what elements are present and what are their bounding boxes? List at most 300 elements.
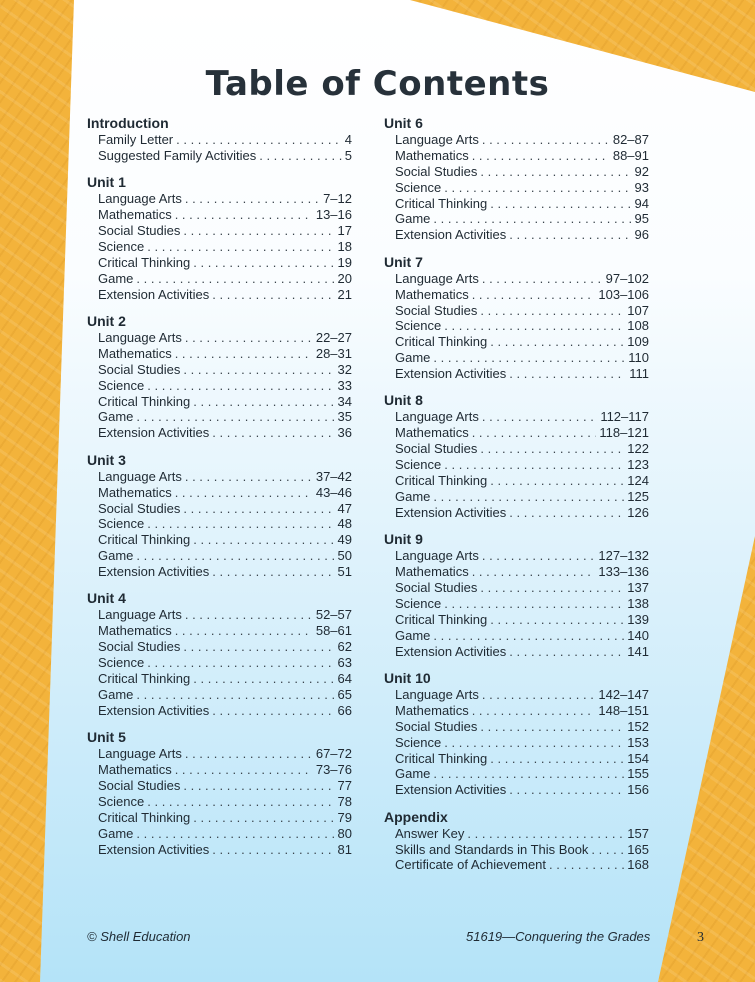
entry-page-number: 65 (337, 686, 352, 702)
entry-page-number: 36 (337, 425, 352, 441)
dot-leader (147, 378, 334, 394)
dot-leader (467, 826, 624, 842)
entry-label: Extension Activities (98, 841, 210, 857)
toc-entry (395, 196, 649, 212)
entry-label: Language Arts (395, 686, 479, 702)
entry-page-number: 93 (634, 179, 649, 195)
dot-leader (482, 132, 610, 148)
toc-entry (395, 580, 649, 596)
entry-label: Science (98, 377, 145, 393)
toc-entry (395, 687, 649, 703)
entry-page-number: 77 (337, 778, 352, 793)
dot-leader (480, 303, 624, 319)
section-heading: Unit 8 (384, 392, 423, 409)
entry-page-number: 32 (337, 361, 352, 377)
dot-leader (549, 857, 624, 873)
dot-leader (212, 703, 334, 719)
dot-leader (175, 762, 313, 778)
entry-label: Social Studies (98, 361, 181, 377)
entry-label: Mathematics (98, 623, 172, 639)
entry-page-number: 142–147 (598, 686, 649, 702)
entry-label: Extension Activities (98, 286, 210, 302)
toc-entry (395, 318, 649, 334)
entry-page-number: 123 (627, 457, 649, 473)
entry-page-number: 154 (627, 750, 649, 766)
entry-page-number: 96 (634, 227, 649, 243)
toc-entry (395, 350, 649, 366)
entry-page-number: 118–121 (599, 425, 649, 441)
entry-page-number: 49 (337, 532, 352, 548)
dot-leader (183, 501, 334, 517)
entry-page-number: 126 (627, 504, 649, 520)
toc-entry (98, 703, 352, 719)
entry-page-number: 107 (627, 302, 649, 318)
toc-section (87, 313, 352, 441)
entry-label: Game (98, 409, 134, 425)
entry-label: Critical Thinking (98, 532, 191, 548)
dot-leader (433, 628, 624, 644)
toc-entry (98, 239, 352, 255)
toc-entry (98, 655, 352, 671)
entry-label: Answer Key (395, 825, 465, 841)
dot-leader (175, 485, 313, 501)
entry-label: Critical Thinking (395, 473, 488, 489)
book-title-footer: 51619—Conquering the Grades (466, 929, 651, 944)
entry-label: Game (98, 686, 134, 702)
dot-leader (480, 164, 631, 180)
section-heading: Unit 5 (87, 729, 126, 746)
toc-entry (98, 548, 352, 564)
dot-leader (193, 394, 334, 410)
toc-entry (395, 842, 649, 858)
toc-entry (395, 148, 649, 164)
toc-entry (98, 378, 352, 394)
toc-entry (395, 425, 649, 441)
toc-entry (395, 287, 649, 303)
toc-left-column (87, 115, 352, 868)
entry-label: Skills and Standards in This Book (395, 841, 589, 857)
entry-page-number: 67–72 (315, 746, 352, 762)
toc-entry (395, 164, 649, 180)
entry-label: Game (395, 488, 431, 504)
entry-label: Social Studies (395, 441, 478, 457)
entry-page-number: 28–31 (315, 345, 352, 361)
dot-leader (433, 489, 624, 505)
entry-page-number: 122 (627, 441, 649, 457)
entry-label: Social Studies (98, 639, 181, 655)
entry-label: Social Studies (395, 302, 478, 318)
toc-entry (98, 564, 352, 580)
entry-label: Extension Activities (395, 227, 507, 243)
toc-entry (395, 628, 649, 644)
entry-page-number: 165 (627, 841, 649, 857)
entry-page-number: 13–16 (315, 207, 352, 223)
entry-page-number: 108 (627, 318, 649, 334)
entry-page-number: 139 (627, 611, 649, 627)
dot-leader (147, 794, 334, 810)
entry-page-number: 33 (337, 377, 352, 393)
entry-page-number: 125 (627, 488, 649, 504)
dot-leader (509, 227, 631, 243)
entry-label: Extension Activities (98, 702, 210, 718)
dot-leader (490, 334, 624, 350)
entry-label: Suggested Family Activities (98, 147, 257, 163)
entry-label: Mathematics (98, 762, 172, 778)
dot-leader (444, 457, 624, 473)
entry-label: Language Arts (98, 330, 182, 346)
toc-entry (395, 612, 649, 628)
entry-page-number: 111 (629, 366, 649, 382)
dot-leader (147, 655, 334, 671)
entry-page-number: 94 (634, 195, 649, 211)
entry-label: Mathematics (98, 207, 172, 223)
dot-leader (433, 211, 631, 227)
dot-leader (490, 612, 624, 628)
toc-entry (395, 564, 649, 580)
entry-label: Social Studies (98, 500, 181, 516)
dot-leader (183, 639, 334, 655)
entry-label: Mathematics (98, 345, 172, 361)
entry-label: Language Arts (98, 746, 182, 762)
entry-label: Science (98, 238, 145, 254)
dot-leader (444, 596, 624, 612)
toc-right-column (384, 115, 649, 884)
dot-leader (185, 469, 313, 485)
toc-entry (395, 227, 649, 243)
entry-label: Science (395, 734, 442, 750)
entry-page-number: 63 (337, 655, 352, 671)
entry-page-number: 78 (337, 793, 352, 809)
toc-entry (98, 607, 352, 623)
toc-section (384, 115, 649, 243)
dot-leader (175, 623, 313, 639)
dot-leader (136, 826, 334, 842)
entry-label: Language Arts (98, 607, 182, 623)
dot-leader (183, 223, 334, 239)
entry-page-number: 148–151 (598, 702, 649, 718)
dot-leader (147, 516, 334, 532)
section-heading: Unit 1 (87, 174, 126, 191)
entry-page-number: 19 (337, 254, 352, 270)
entry-page-number: 5 (344, 147, 352, 163)
toc-entry (395, 334, 649, 350)
section-heading: Unit 9 (384, 531, 423, 548)
dot-leader (472, 425, 597, 441)
entry-page-number: 88–91 (612, 147, 649, 163)
toc-entry (395, 180, 649, 196)
toc-entry (395, 473, 649, 489)
entry-label: Extension Activities (395, 504, 507, 520)
entry-label: Game (395, 211, 431, 227)
entry-label: Science (395, 595, 442, 611)
dot-leader (193, 532, 334, 548)
section-heading: Introduction (87, 115, 169, 131)
section-heading: Unit 10 (384, 669, 431, 686)
entry-label: Mathematics (395, 702, 469, 718)
entry-label: Science (395, 457, 442, 473)
entry-page-number: 81 (337, 841, 352, 857)
toc-entry (98, 330, 352, 346)
entry-page-number: 97–102 (605, 270, 649, 286)
toc-section (87, 590, 352, 718)
entry-label: Science (98, 655, 145, 671)
entry-page-number: 92 (634, 163, 649, 179)
entry-label: Critical Thinking (395, 750, 488, 766)
dot-leader (136, 409, 334, 425)
entry-label: Science (98, 793, 145, 809)
entry-label: Extension Activities (395, 366, 507, 382)
entry-label: Mathematics (395, 286, 469, 302)
page-number: 3 (697, 930, 704, 945)
entry-page-number: 66 (337, 702, 352, 718)
toc-entry (395, 409, 649, 425)
entry-label: Extension Activities (98, 425, 210, 441)
entry-label: Game (395, 766, 431, 782)
dot-leader (212, 842, 334, 858)
entry-label: Critical Thinking (98, 809, 191, 825)
entry-page-number: 51 (337, 564, 352, 580)
section-heading: Unit 6 (384, 115, 423, 131)
entry-page-number: 17 (337, 223, 352, 239)
toc-entry (98, 148, 352, 164)
entry-page-number: 110 (628, 350, 649, 366)
entry-label: Mathematics (98, 484, 172, 500)
entry-page-number: 138 (627, 595, 649, 611)
entry-page-number: 133–136 (598, 564, 649, 580)
entry-label: Mathematics (395, 147, 469, 163)
entry-label: Game (395, 627, 431, 643)
entry-label: Language Arts (395, 409, 479, 425)
toc-entry (395, 303, 649, 319)
toc-entry (395, 719, 649, 735)
entry-label: Mathematics (395, 425, 469, 441)
dot-leader (136, 271, 334, 287)
entry-page-number: 141 (627, 643, 649, 659)
entry-page-number: 168 (627, 857, 649, 873)
section-heading: Unit 3 (87, 451, 126, 468)
section-heading: Unit 7 (384, 253, 423, 270)
dot-leader (444, 180, 631, 196)
entry-page-number: 80 (337, 825, 352, 841)
toc-entry (98, 746, 352, 762)
dot-leader (175, 346, 313, 362)
dot-leader (480, 441, 624, 457)
entry-page-number: 35 (337, 409, 352, 425)
dot-leader (136, 687, 334, 703)
toc-entry (98, 810, 352, 826)
dot-leader (183, 778, 334, 794)
dot-leader (193, 255, 334, 271)
toc-entry (98, 671, 352, 687)
entry-label: Extension Activities (395, 782, 507, 798)
entry-label: Game (98, 825, 134, 841)
entry-page-number: 127–132 (598, 548, 649, 564)
dot-leader (482, 271, 603, 287)
entry-page-number: 62 (337, 639, 352, 655)
toc-entry (98, 501, 352, 517)
toc-entry (395, 505, 649, 521)
toc-entry (98, 207, 352, 223)
dot-leader (212, 425, 334, 441)
dot-leader (482, 548, 596, 564)
entry-label: Critical Thinking (98, 254, 191, 270)
toc-entry (98, 132, 352, 148)
entry-label: Science (395, 318, 442, 334)
entry-label: Language Arts (98, 191, 182, 207)
dot-leader (480, 580, 624, 596)
toc-entry (395, 457, 649, 473)
dot-leader (212, 287, 334, 303)
entry-page-number: 64 (337, 671, 352, 687)
entry-page-number: 152 (627, 718, 649, 734)
section-heading: Appendix (384, 808, 448, 825)
entry-page-number: 34 (337, 393, 352, 409)
toc-entry (98, 623, 352, 639)
entry-page-number: 140 (627, 627, 649, 643)
entry-page-number: 4 (344, 132, 352, 147)
dot-leader (482, 687, 596, 703)
toc-entry (395, 766, 649, 782)
dot-leader (444, 318, 624, 334)
dot-leader (591, 842, 624, 858)
dot-leader (193, 810, 334, 826)
toc-entry (395, 857, 649, 873)
dot-leader (185, 607, 313, 623)
toc-entry (98, 409, 352, 425)
entry-page-number: 43–46 (315, 484, 352, 500)
entry-page-number: 50 (337, 548, 352, 564)
toc-entry (98, 223, 352, 239)
entry-page-number: 48 (337, 516, 352, 532)
entry-page-number: 112–117 (600, 409, 649, 425)
entry-page-number: 103–106 (598, 286, 649, 302)
toc-entry (98, 532, 352, 548)
entry-label: Critical Thinking (395, 334, 488, 350)
entry-label: Family Letter (98, 132, 174, 147)
copyright-footer: © Shell Education (87, 929, 191, 944)
toc-section (87, 452, 352, 580)
entry-label: Language Arts (98, 468, 182, 484)
entry-page-number: 20 (337, 270, 352, 286)
dot-leader (183, 362, 334, 378)
entry-page-number: 157 (627, 825, 649, 841)
toc-entry (98, 826, 352, 842)
toc-entry (98, 362, 352, 378)
dot-leader (259, 148, 342, 164)
entry-label: Extension Activities (395, 643, 507, 659)
entry-label: Social Studies (98, 778, 181, 793)
toc-entry (98, 255, 352, 271)
entry-page-number: 58–61 (315, 623, 352, 639)
section-heading: Unit 4 (87, 590, 126, 607)
entry-label: Critical Thinking (395, 195, 488, 211)
entry-label: Game (98, 548, 134, 564)
entry-label: Social Studies (98, 223, 181, 239)
toc-entry (98, 794, 352, 810)
entry-page-number: 153 (627, 734, 649, 750)
dot-leader (176, 132, 342, 148)
toc-section (384, 392, 649, 520)
page-title: Table of Contents (205, 64, 550, 104)
entry-label: Social Studies (395, 718, 478, 734)
toc-entry (98, 485, 352, 501)
entry-label: Critical Thinking (98, 393, 191, 409)
dot-leader (175, 207, 313, 223)
entry-page-number: 156 (627, 782, 649, 798)
entry-label: Certificate of Achievement (395, 857, 547, 873)
entry-page-number: 137 (627, 579, 649, 595)
dot-leader (472, 703, 596, 719)
toc-entry (395, 826, 649, 842)
toc-entry (98, 346, 352, 362)
dot-leader (490, 196, 631, 212)
toc-section (87, 729, 352, 857)
toc-entry (395, 441, 649, 457)
dot-leader (433, 350, 625, 366)
toc-entry (395, 735, 649, 751)
entry-page-number: 18 (337, 238, 352, 254)
entry-page-number: 155 (627, 766, 649, 782)
toc-section (87, 115, 352, 164)
dot-leader (185, 746, 313, 762)
toc-entry (98, 425, 352, 441)
toc-entry (395, 644, 649, 660)
entry-page-number: 21 (337, 286, 352, 302)
dot-leader (509, 505, 624, 521)
toc-section (87, 174, 352, 302)
dot-leader (136, 548, 334, 564)
toc-section (384, 809, 649, 874)
dot-leader (433, 766, 624, 782)
toc-entry (395, 211, 649, 227)
dot-leader (444, 735, 624, 751)
toc-entry (98, 394, 352, 410)
entry-label: Science (98, 516, 145, 532)
toc-entry (98, 639, 352, 655)
entry-page-number: 22–27 (315, 330, 352, 346)
entry-label: Game (395, 350, 431, 366)
entry-page-number: 124 (627, 473, 649, 489)
toc-entry (98, 469, 352, 485)
entry-page-number: 79 (337, 809, 352, 825)
dot-leader (482, 409, 597, 425)
entry-label: Language Arts (395, 270, 479, 286)
dot-leader (185, 330, 313, 346)
dot-leader (193, 671, 334, 687)
entry-label: Science (395, 179, 442, 195)
toc-entry (395, 548, 649, 564)
entry-label: Language Arts (395, 132, 479, 147)
toc-entry (395, 596, 649, 612)
toc-section (384, 254, 649, 382)
toc-entry (98, 191, 352, 207)
entry-page-number: 109 (627, 334, 649, 350)
toc-entry (98, 762, 352, 778)
dot-leader (472, 287, 596, 303)
dot-leader (509, 782, 624, 798)
entry-label: Language Arts (395, 548, 479, 564)
toc-section (384, 670, 649, 798)
section-heading: Unit 2 (87, 313, 126, 330)
entry-label: Extension Activities (98, 564, 210, 580)
entry-page-number: 73–76 (315, 762, 352, 778)
dot-leader (212, 564, 334, 580)
entry-page-number: 95 (634, 211, 649, 227)
toc-entry (395, 751, 649, 767)
toc-section (384, 531, 649, 659)
entry-page-number: 47 (337, 500, 352, 516)
entry-page-number: 52–57 (315, 607, 352, 623)
